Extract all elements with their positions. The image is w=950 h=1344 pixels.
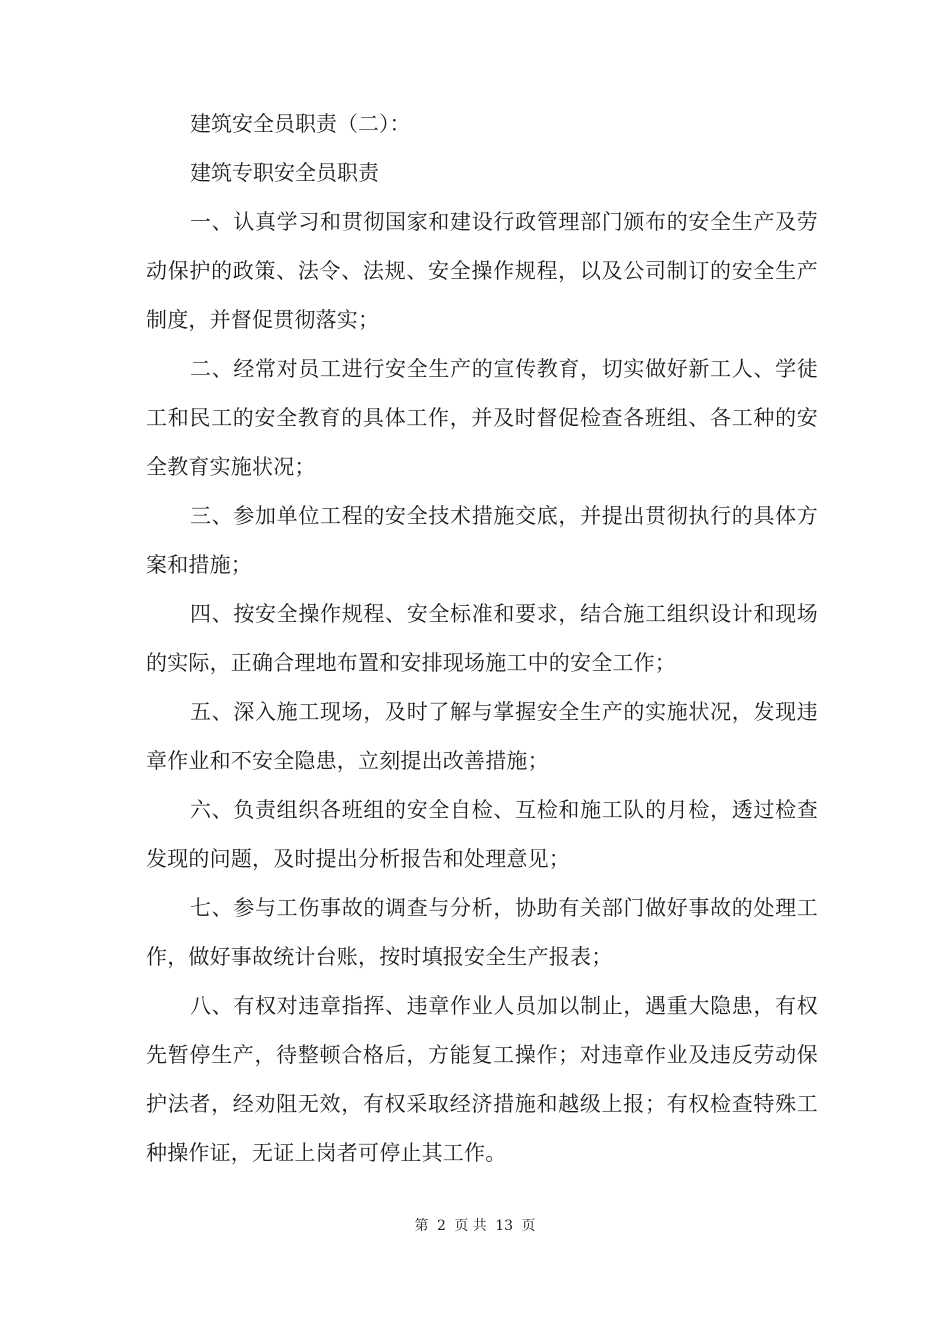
duty-paragraph-8: 八、有权对违章指挥、违章作业人员加以制止，遇重大隐患，有权先暂停生产，待整顿合格后，方能复工操作；对违章作业及违反劳动保护法者，经劝阻无效，有权采取经济措施和越级上报；有权检查特殊工种操作证，无证上岗者可停止其工作。 (146, 994, 818, 1165)
footer-middle: 页 共 (454, 1218, 487, 1234)
document-body (146, 100, 818, 1178)
section-heading: 建筑安全员职责（二）： (190, 112, 411, 136)
duty-paragraph-5: 五、深入施工现场，及时了解与掌握安全生产的实施状况，发现违章作业和不安全隐患，立刻提出改善措施； (146, 700, 818, 773)
duty-paragraph-7: 七、参与工伤事故的调查与分析，协助有关部门做好事故的处理工作，做好事故统计台账，按时填报安全生产报表； (146, 896, 818, 969)
footer-current-page: 2 (436, 1218, 446, 1234)
duty-paragraph-4: 四、按安全操作规程、安全标准和要求，结合施工组织设计和现场的实际，正确合理地布置和安排现场施工中的安全工作； (146, 602, 818, 675)
footer-prefix: 第 (414, 1218, 429, 1234)
duty-paragraph-1: 一、认真学习和贯彻国家和建设行政管理部门颁布的安全生产及劳动保护的政策、法令、法规、安全操作规程，以及公司制订的安全生产制度，并督促贯彻落实； (146, 210, 818, 332)
page-footer (0, 1216, 950, 1236)
duty-paragraph-3: 三、参加单位工程的安全技术措施交底，并提出贯彻执行的具体方案和措施； (146, 504, 818, 577)
duty-paragraph-6: 六、负责组织各班组的安全自检、互检和施工队的月检，透过检查发现的问题，及时提出分析报告和处理意见； (146, 798, 818, 871)
duty-paragraph-2: 二、经常对员工进行安全生产的宣传教育，切实做好新工人、学徒工和民工的安全教育的具体工作，并及时督促检查各班组、各工种的安全教育实施状况； (146, 357, 818, 479)
section-subheading: 建筑专职安全员职责 (190, 161, 379, 185)
footer-total-pages: 13 (495, 1218, 514, 1234)
footer-suffix: 页 (521, 1218, 536, 1234)
